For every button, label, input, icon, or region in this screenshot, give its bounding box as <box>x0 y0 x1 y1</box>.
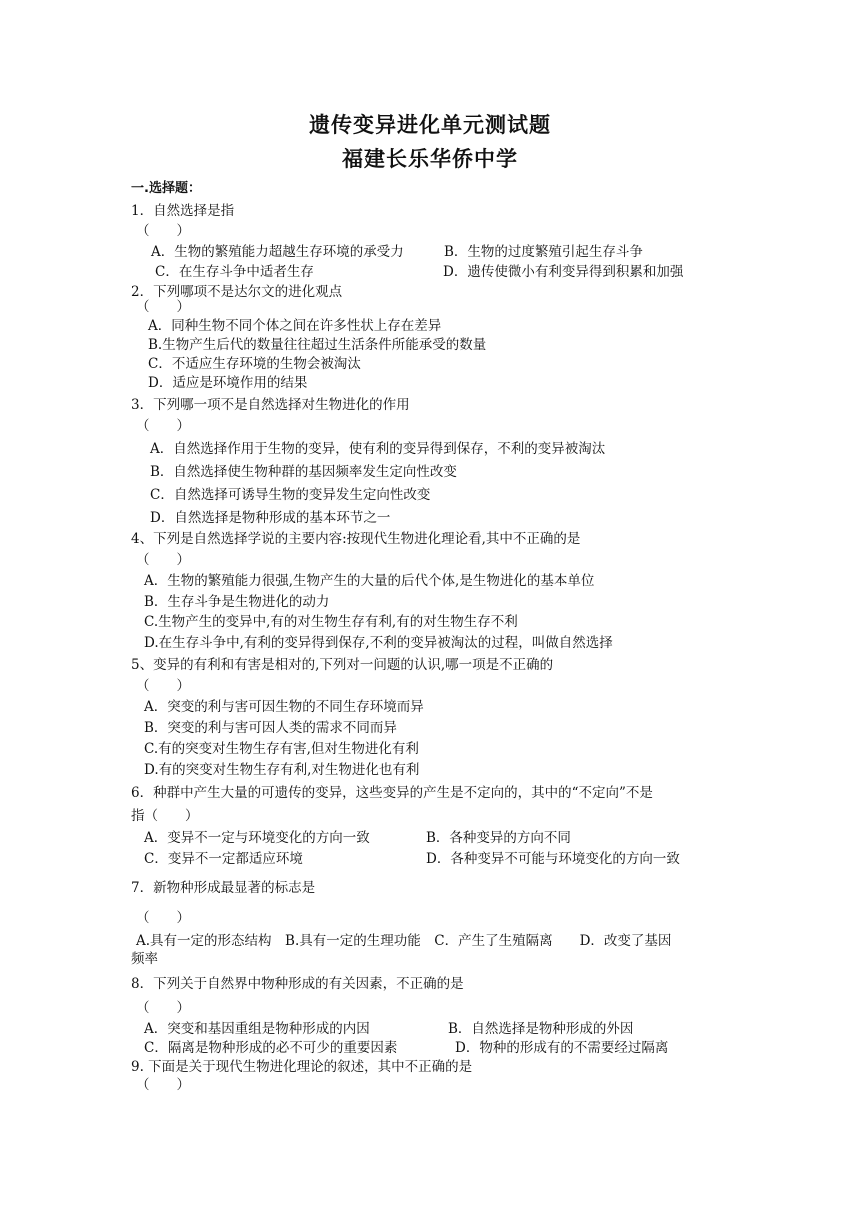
question-6-option-a: A．变异不一定与环境变化的方向一致 <box>144 830 370 846</box>
question-4-option-b: B．生存斗争是生物进化的动力 <box>144 594 330 610</box>
question-2-option-a: A．同种生物不同个体之间在许多性状上存在差异 <box>148 318 442 334</box>
question-7-options-continued: 频率 <box>131 951 158 967</box>
question-8-blank: （ ） <box>136 1000 190 1016</box>
question-3-stem: 3．下列哪一项不是自然选择对生物进化的作用 <box>131 397 410 413</box>
question-5-option-a: A．突变的利与害可因生物的不同生存环境而异 <box>144 699 424 715</box>
question-6-option-b: B．各种变异的方向不同 <box>426 830 571 846</box>
question-2-blank: （ ） <box>136 299 190 315</box>
question-1-stem: 1．自然选择是指 <box>131 203 235 219</box>
question-5-option-c: C.有的突变对生物生存有害,但对生物进化有利 <box>144 741 419 757</box>
question-3-option-c: C．自然选择可诱导生物的变异发生定向性改变 <box>150 487 431 503</box>
school-name: 福建长乐华侨中学 <box>342 147 518 171</box>
question-3-blank: （ ） <box>136 418 190 434</box>
question-1-option-c: C．在生存斗争中适者生存 <box>155 264 314 280</box>
question-2-option-d: D．适应是环境作用的结果 <box>148 375 308 391</box>
question-2-option-b: B.生物产生后代的数量往往超过生活条件所能承受的数量 <box>148 337 487 353</box>
question-2-stem: 2．下列哪项不是达尔文的进化观点 <box>131 284 343 300</box>
question-3-option-d: D．自然选择是物种形成的基本环节之一 <box>150 510 391 526</box>
question-1-option-d: D．遗传使微小有利变异得到积累和加强 <box>443 264 684 280</box>
question-4-option-d: D.在生存斗争中,有利的变异得到保存,不利的变异被淘汰的过程，叫做自然选择 <box>144 635 613 651</box>
question-5-stem: 5、变异的有利和有害是相对的,下列对一问题的认识,哪一项是不正确的 <box>131 657 554 673</box>
question-9-stem: 9. 下面是关于现代生物进化理论的叙述，其中不正确的是 <box>131 1059 473 1075</box>
section-heading: 一.选择题： <box>131 181 201 196</box>
page-title: 遗传变异进化单元测试题 <box>309 113 551 137</box>
question-1-option-b: B．生物的过度繁殖引起生存斗争 <box>444 244 643 260</box>
question-5-option-d: D.有的突变对生物生存有利,对生物进化也有利 <box>144 762 420 778</box>
question-3-option-a: A．自然选择作用于生物的变异，使有利的变异得到保存，不利的变异被淘汰 <box>150 441 606 457</box>
question-5-option-b: B．突变的利与害可因人类的需求不同而异 <box>144 720 397 736</box>
question-3-option-b: B．自然选择使生物种群的基因频率发生定向性改变 <box>150 464 457 480</box>
question-9-blank: （ ） <box>136 1077 190 1093</box>
question-4-option-a: A．生物的繁殖能力很强,生物产生的大量的后代个体,是生物进化的基本单位 <box>144 573 595 589</box>
question-8-option-d: D．物种的形成有的不需要经过隔离 <box>455 1040 669 1056</box>
question-2-option-c: C．不适应生存环境的生物会被淘汰 <box>148 356 361 372</box>
question-6-option-c: C．变异不一定都适应环境 <box>144 851 303 867</box>
question-7-stem: 7．新物种形成最显著的标志是 <box>131 880 316 896</box>
question-7-options: A.具有一定的形态结构 B.具有一定的生理功能 C．产生了生殖隔离 D．改变了基因 <box>136 933 672 949</box>
question-4-blank: （ ） <box>136 552 190 568</box>
question-7-blank: （ ） <box>136 910 190 926</box>
question-6-stem: 6．种群中产生大量的可遗传的变异，这些变异的产生是不定向的，其中的“不定向”不是 <box>131 785 653 801</box>
question-6-option-d: D．各种变异不可能与环境变化的方向一致 <box>426 851 680 867</box>
question-4-option-c: C.生物产生的变异中,有的对生物生存有利,有的对生物生存不利 <box>144 614 518 630</box>
question-8-option-b: B．自然选择是物种形成的外因 <box>448 1021 634 1037</box>
question-6-stem-continued: 指（ ） <box>131 808 199 824</box>
question-8-option-a: A．突变和基因重组是物种形成的内因 <box>144 1021 370 1037</box>
question-4-stem: 4、下列是自然选择学说的主要内容:按现代生物进化理论看,其中不正确的是 <box>131 531 581 547</box>
question-8-option-c: C．隔离是物种形成的必不可少的重要因素 <box>144 1040 398 1056</box>
question-5-blank: （ ） <box>136 678 190 694</box>
question-8-stem: 8．下列关于自然界中物种形成的有关因素，不正确的是 <box>131 976 464 992</box>
question-1-blank: （ ） <box>136 223 190 239</box>
question-1-option-a: A．生物的繁殖能力超越生存环境的承受力 <box>151 244 404 260</box>
